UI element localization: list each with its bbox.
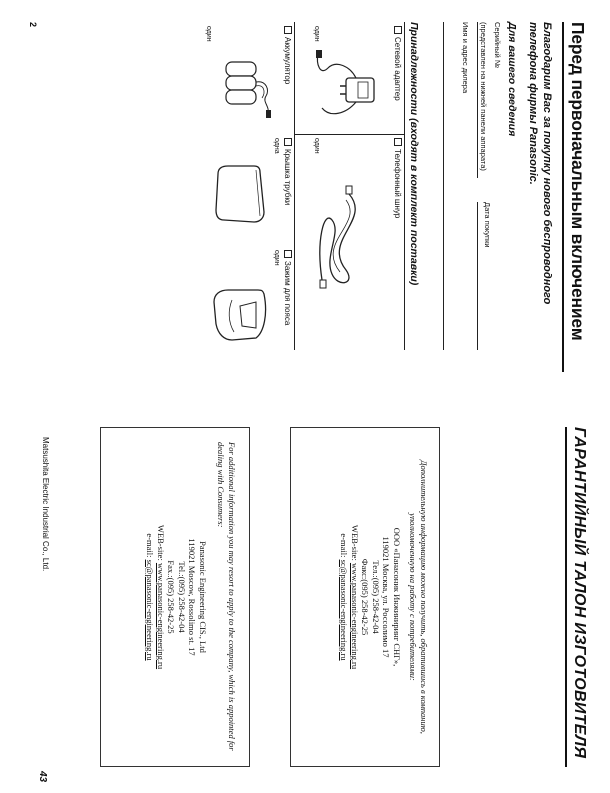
accessories-mid-rule (294, 22, 295, 350)
accessory-belt-clip (283, 250, 292, 325)
english-address: 119021 Moscow, Rossolimo st. 17 (187, 538, 198, 656)
accessory-label: Крышка трубки (283, 149, 292, 206)
belt-clip-icon (208, 280, 272, 350)
serial-number-note: (представлен на нижней панели аппарата) (479, 22, 488, 171)
serial-number-line (477, 22, 478, 178)
russian-company-name: ООО «Панасоник Инжиниринг СНГ», (392, 527, 402, 667)
website-label: WEB-site: (156, 524, 166, 563)
website-label: WEB-site: (350, 524, 360, 563)
telephone-cord-icon (310, 180, 382, 300)
accessory-handset-cover (283, 138, 292, 205)
russian-fax: Факс:(095) 258-42-25 (360, 558, 371, 636)
english-contact-box (100, 427, 250, 767)
accessories-top-rule (404, 22, 405, 350)
right-page-number: 43 (37, 771, 48, 783)
battery-pack-icon (204, 44, 274, 124)
accessory-qty: один (205, 26, 212, 42)
accessory-label: Аккумулятор (283, 37, 292, 85)
english-email-line (145, 428, 156, 766)
english-company-name: Panasonic Engineering CIS., Ltd (198, 541, 208, 653)
accessory-qty: один (313, 26, 320, 42)
accessory-qty: одна (273, 138, 280, 154)
russian-contact-box (290, 427, 440, 767)
checkbox-icon (284, 250, 292, 258)
checkbox-icon (394, 138, 402, 146)
records-heading: Для вашего сведения (506, 22, 518, 137)
english-fax: Fax.:(095) 258-42-25 (166, 560, 177, 634)
russian-website-line (350, 428, 361, 766)
accessory-qty: один (313, 138, 320, 154)
handset-cover-icon (210, 160, 270, 230)
russian-email-line (339, 428, 350, 766)
ac-adaptor-icon (310, 48, 380, 128)
accessories-divider (295, 134, 405, 135)
email-label: e-mail: (145, 533, 156, 560)
email-link[interactable]: sc@panasonic-engineering.ru (339, 559, 350, 661)
email-link[interactable]: sc@panasonic-engineering.ru (145, 559, 156, 661)
english-website-line (156, 428, 167, 766)
website-link[interactable]: www.panasonic-engineering.ru (350, 562, 360, 670)
accessory-label: Сетевой адаптер (393, 37, 402, 101)
dealer-line (443, 22, 444, 350)
russian-contact-lead: Дополнительную информацию можно получить, обратившись в компанию, уполномоченную на работу с потребителями: (408, 460, 429, 734)
english-phone: Tel.:(095) 258-42-04 (177, 561, 187, 633)
russian-address: 119021 Москва, ул. Россолимо 17 (381, 536, 392, 658)
right-page (0, 397, 610, 793)
accessory-telephone-cord (393, 138, 402, 218)
checkbox-icon (394, 26, 402, 34)
warranty-title: ГАРАНТИЙНЫЙ ТАЛОН ИЗГОТОВИТЕЛЯ (565, 427, 588, 767)
intro-text: Благодарим Вас за покупку нового беспроводного телефона фирмы Panasonic. (527, 22, 553, 305)
page-title: Перед первоначальным включением (562, 22, 588, 372)
russian-phone: Тел.:(095) 258-42-04 (371, 560, 381, 634)
accessory-ac-adaptor (393, 26, 402, 101)
accessory-qty: один (273, 250, 280, 266)
english-contact-lead: For additional information you may resort to apply to the company, which is appointed for dealing with Consumers: (216, 442, 237, 751)
accessory-label: Зажим для пояса (283, 261, 292, 326)
left-page-number: 2 (28, 22, 38, 28)
manufacturer-name: Matsushita Electric Industrial Co., Ltd. (41, 437, 50, 572)
accessories-heading: Принадлежности (входят в комплект поставки) (408, 22, 420, 286)
purchase-date-line (477, 202, 478, 350)
purchase-date-label: Дата покупки (483, 202, 492, 248)
website-link[interactable]: www.panasonic-engineering.ru (156, 562, 166, 670)
checkbox-icon (284, 26, 292, 34)
dealer-label: Имя и адрес дилера (461, 22, 470, 94)
accessory-label: Телефонный шнур (393, 149, 402, 219)
checkbox-icon (284, 138, 292, 146)
left-page (0, 0, 610, 396)
serial-number-label: Серийный № (493, 22, 502, 68)
accessory-battery (283, 26, 292, 84)
email-label: e-mail: (339, 533, 350, 560)
